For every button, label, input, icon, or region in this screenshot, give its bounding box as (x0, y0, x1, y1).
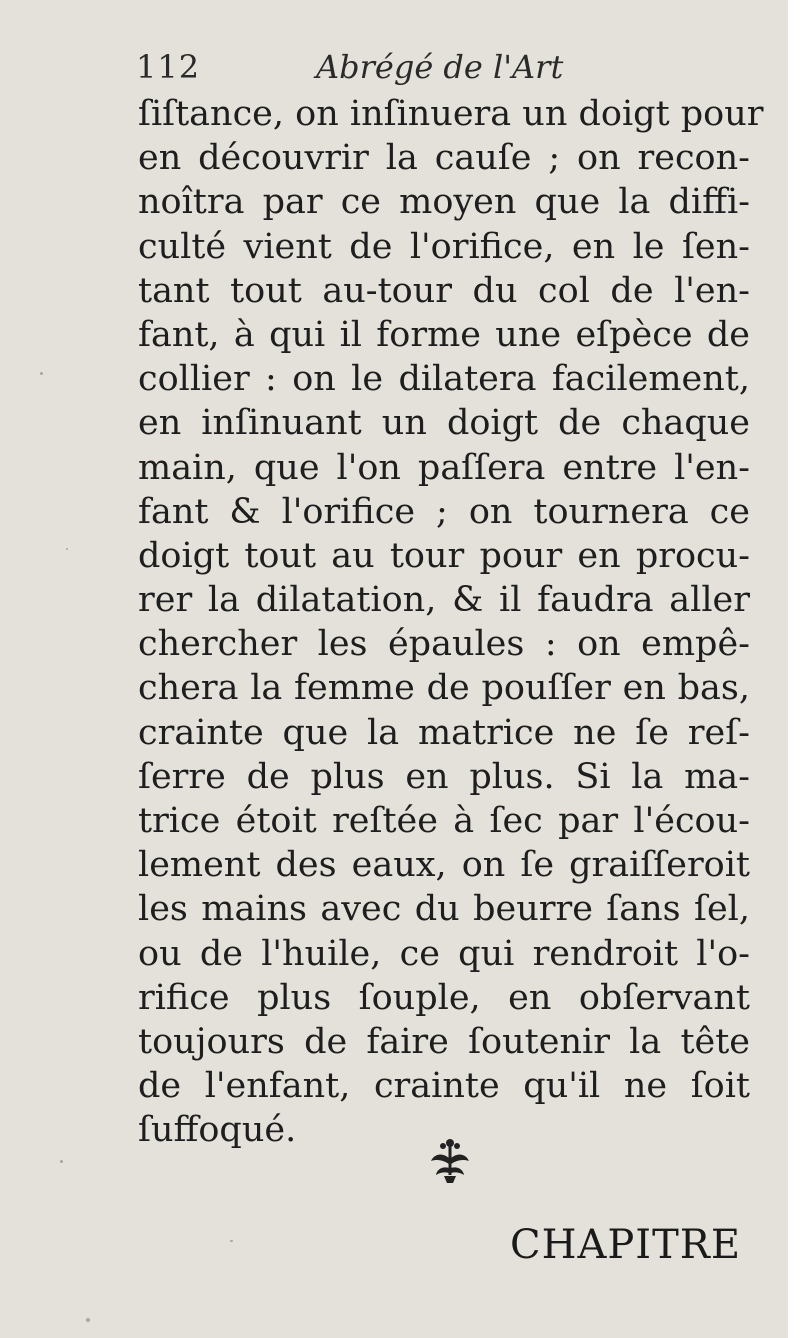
paper-speck (86, 1318, 90, 1322)
paper-speck (40, 372, 43, 375)
text-line: lement des eaux, on ſe graiſſeroit (138, 845, 750, 886)
text-line: collier : on le dilatera facilement, (138, 359, 750, 400)
text-line: crainte que la matrice ne ſe reſ- (138, 712, 750, 753)
text-line: en découvrir la cauſe ; on recon- (138, 138, 750, 179)
running-title: Abrégé de l'Art (316, 48, 564, 86)
text-line: ſerre de plus en plus. Si la ma- (138, 756, 750, 797)
page-edge (788, 0, 794, 1338)
paper-speck (66, 548, 68, 550)
text-line: chera la femme de pouſſer en bas, (138, 668, 750, 709)
text-line: rer la dilatation, & il faudra aller (138, 580, 750, 621)
text-line: fant, à qui il forme une eſpèce de (138, 314, 750, 355)
paper-speck (230, 1240, 233, 1242)
text-line: doigt tout au tour pour en procu- (138, 535, 750, 576)
text-line: chercher les épaules : on empê- (138, 624, 750, 665)
text-line: les mains avec du beurre ſans ſel, (138, 889, 750, 930)
catchword: CHAPITRE (510, 1222, 742, 1268)
text-line: trice étoit reſtée à ſec par l'écou- (138, 801, 750, 841)
body-text (138, 92, 764, 1153)
text-line: fant & l'orifice ; on tournera ce (138, 491, 750, 532)
text-line: ou de l'huile, ce qui rendroit l'o- (138, 933, 750, 974)
text-line: rifice plus ſouple, en obſervant (138, 977, 750, 1018)
text-line: ſiſtance, on inſinuera un doigt pour (138, 94, 764, 134)
text-line: ſuffoqué. (138, 1110, 297, 1151)
text-line: tant tout au-tour du col de l'en- (138, 270, 750, 311)
page-header (136, 48, 606, 92)
text-line: de l'enfant, crainte qu'il ne ſoit (138, 1066, 750, 1107)
text-line: noîtra par ce moyen que la diffi- (138, 182, 750, 223)
paper-speck (60, 1160, 63, 1163)
text-line: main, que l'on paſſera entre l'en- (138, 447, 750, 488)
fleuron-icon (428, 1136, 472, 1186)
text-line: culté vient de l'orifice, en le ſen- (138, 226, 750, 267)
page-number: 112 (136, 48, 201, 86)
text-line: en inſinuant un doigt de chaque (138, 403, 750, 444)
text-line: toujours de faire ſoutenir la tête (138, 1021, 750, 1062)
